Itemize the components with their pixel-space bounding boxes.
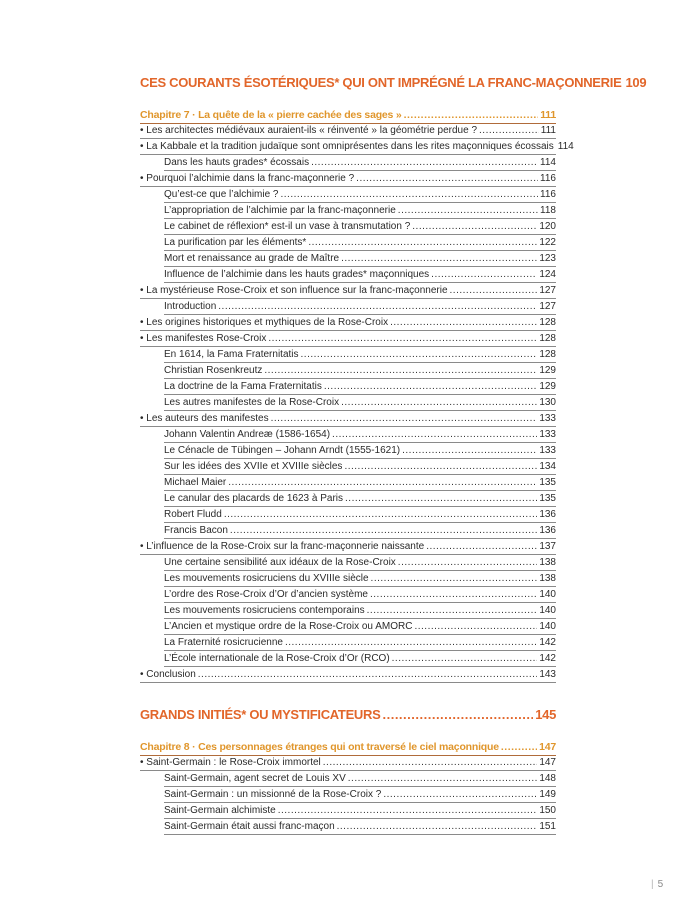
toc-subentry[interactable] [164,556,556,571]
page-number: 148 [539,773,556,784]
entry-title: Pourquoi l’alchimie dans la franc-maçonnerie ? [146,173,355,184]
entry-title: Les origines historiques et mythiques de la Rose-Croix [146,317,389,328]
page-number: 111 [540,109,556,121]
entry-title: Christian Rosenkreutz [164,365,263,376]
leader-dots [324,380,537,394]
leader-dots [412,220,537,234]
toc-subentry[interactable] [164,204,556,219]
page-number: 114 [557,141,574,152]
toc-subentry[interactable] [164,236,556,251]
page-number: 136 [539,509,556,520]
toc-subentry[interactable] [164,492,556,507]
chapter-name: Ces personnages étranges qui ont traversé le ciel maçonnique [198,741,499,753]
page-number: 130 [539,397,556,408]
page-number: 114 [540,157,556,168]
chapter-heading[interactable] [140,107,556,124]
entry-title: Les auteurs des manifestes [146,413,269,424]
page-number: 140 [539,605,556,616]
toc-entry[interactable]: • La Kabbale et la tradition judaïque sont omniprésentes dans les rites maçonniques écossais 114 [140,140,556,155]
page-number: 133 [539,429,556,440]
toc-subentry[interactable] [164,444,556,459]
leader-dots [398,204,538,218]
entry-title: La Kabbale et la tradition judaïque sont omniprésentes dans les rites maçonniques écossais [146,141,554,152]
folio-number: 5 [657,879,664,890]
page-number: 127 [539,285,556,296]
entry-title: L’appropriation de l’alchimie par la franc-maçonnerie [164,205,396,216]
page-number: 143 [539,669,556,680]
leader-dots [337,820,538,834]
toc-subentry[interactable] [164,156,556,171]
leader-dots [218,300,537,314]
entry-title: Robert Fludd [164,509,222,520]
entry-title: Francis Bacon [164,525,228,536]
leader-dots [398,556,538,570]
page-number: 135 [539,493,556,504]
chapter-title: Chapitre 7 · La quête de la « pierre cachée des sages » [140,109,402,121]
leader-dots [281,188,539,202]
entry-title: Conclusion [146,669,196,680]
toc-subentry[interactable] [164,188,556,203]
entry-title: Qu’est-ce que l’alchimie ? [164,189,279,200]
leader-dots [230,524,537,538]
page-number: 128 [539,333,556,344]
toc-entry[interactable]: • Les auteurs des manifestes ..... 133 [140,412,556,427]
page-number: 128 [539,349,556,360]
entry-title: Le canular des placards de 1623 à Paris [164,493,344,504]
chapter-label: Chapitre 7 [140,109,190,121]
page-number: 140 [539,589,556,600]
leader-dots [402,444,537,458]
chapter-label: Chapitre 8 [140,741,190,753]
entry-title: Johann Valentin Andreæ (1586-1654) [164,429,331,440]
page-number: 116 [540,173,556,184]
entry-title: L’École internationale de la Rose-Croix d’Or (RCO) [164,653,390,664]
section-heading[interactable] [140,74,647,92]
toc-subentry[interactable] [164,508,556,523]
page-number: 140 [539,621,556,632]
toc-subentry[interactable] [164,220,556,235]
page-number: 133 [539,445,556,456]
page-number: 147 [539,741,556,753]
toc-subentry[interactable] [164,524,556,539]
section-title: CES COURANTS ÉSOTÉRIQUES* QUI ONT IMPRÉGNÉ LA FRANC-MAÇONNERIE [140,75,622,90]
toc-subentry[interactable] [164,620,556,635]
leader-dots [431,268,537,282]
toc-entry[interactable]: • Les architectes médiévaux auraient-ils « réinventé » la géométrie perdue ? ..... 111 [140,124,556,139]
entry-title: L’ordre des Rose-Croix d’Or d’ancien système [164,589,368,600]
toc-entry[interactable]: • Saint-Germain : le Rose-Croix immortel ..... 147 [140,756,556,771]
leader-dots [390,316,537,330]
leader-dots [367,604,538,618]
entry-title: La doctrine de la Fama Fraternitatis [164,381,322,392]
page-number: 128 [539,317,556,328]
toc-subentry[interactable] [164,300,556,315]
page-number: 129 [539,381,556,392]
leader-dots [344,460,537,474]
page-number: 151 [539,821,556,832]
page-folio [651,879,663,890]
leader-dots [228,476,537,490]
leader-dots [285,636,537,650]
toc-subentry[interactable] [164,268,556,283]
page-number: 147 [539,757,556,768]
toc-entry[interactable]: • Conclusion ..... 143 [140,668,556,683]
leader-dots [224,508,538,522]
page-number: 142 [539,637,556,648]
entry-title: Mort et renaissance au grade de Maître [164,253,340,264]
toc-subentry[interactable] [164,348,556,363]
toc-subentry[interactable] [164,572,556,587]
leader-dots [382,706,533,724]
toc-subentry[interactable] [164,428,556,443]
page-number: 134 [539,461,556,472]
page-number: 123 [539,253,556,264]
entry-title: Les architectes médiévaux auraient-ils « réinventé » la géométrie perdue ? [146,125,478,136]
section-heading[interactable] [140,706,556,724]
page-number: 145 [535,707,556,722]
leader-dots [392,652,538,666]
leader-dots [198,668,538,682]
entry-title: Saint-Germain, agent secret de Louis XV [164,773,346,784]
section-title: GRANDS INITIÉS* OU MYSTIFICATEURS [140,707,381,722]
page-number: 138 [539,573,556,584]
leader-dots [323,756,538,770]
leader-dots [271,412,538,426]
entry-title: Les manifestes Rose-Croix [146,333,267,344]
leader-dots [501,739,537,755]
chapter-heading[interactable] [140,739,556,756]
page-number: 120 [539,221,556,232]
entry-title: Les autres manifestes de la Rose-Croix [164,397,340,408]
leader-dots [383,788,537,802]
entry-title: Introduction [164,301,217,312]
toc-subentry[interactable] [164,380,556,395]
page-number: 127 [539,301,556,312]
entry-title: Saint-Germain : le Rose-Croix immortel [146,757,321,768]
page-number: 133 [539,413,556,424]
leader-dots [308,236,537,250]
entry-title: Saint-Germain était aussi franc-maçon [164,821,335,832]
page-number: 129 [539,365,556,376]
entry-title: Dans les hauts grades* écossais [164,157,310,168]
toc-subentry[interactable] [164,636,556,651]
page-number: 149 [539,789,556,800]
leader-dots [450,284,538,298]
toc-subentry[interactable] [164,252,556,267]
page-number: 118 [540,205,556,216]
page-number: 150 [539,805,556,816]
page-number: 111 [540,125,556,136]
leader-dots [311,156,538,170]
entry-title: Le cabinet de réflexion* est-il un vase à transmutation ? [164,221,411,232]
entry-title: La Fraternité rosicrucienne [164,637,283,648]
entry-title: L’Ancien et mystique ordre de la Rose-Croix ou AMORC [164,621,413,632]
entry-title: En 1614, la Fama Fraternitatis [164,349,299,360]
toc-subentry[interactable] [164,804,556,819]
page-number: 135 [539,477,556,488]
entry-title: Sur les idées des XVIIe et XVIIIe siècles [164,461,343,472]
toc-subentry[interactable] [164,788,556,803]
entry-title: Saint-Germain : un missionné de la Rose-Croix ? [164,789,382,800]
toc-subentry[interactable] [164,820,556,835]
toc-entry[interactable]: • Les origines historiques et mythiques de la Rose-Croix ..... 128 [140,316,556,331]
leader-dots [332,428,537,442]
page-number: 109 [625,75,647,90]
leader-dots [414,620,537,634]
leader-dots [404,107,539,123]
chapter-title: Chapitre 8 · Ces personnages étranges qui ont traversé le ciel maçonnique [140,741,499,753]
leader-dots [356,172,538,186]
leader-dots [370,588,537,602]
page-number: 116 [540,189,556,200]
entry-title: La purification par les éléments* [164,237,307,248]
leader-dots [264,364,537,378]
toc-subentry[interactable] [164,476,556,491]
leader-dots [301,348,538,362]
leader-dots [371,572,538,586]
entry-title: Les mouvements rosicruciens du XVIIIe siècle [164,573,369,584]
leader-dots [479,124,539,138]
leader-dots [341,396,537,410]
page-number: 138 [539,557,556,568]
toc-subentry[interactable] [164,364,556,379]
toc-subentry[interactable] [164,588,556,603]
leader-dots [345,492,537,506]
leader-dots [268,332,537,346]
toc-subentry[interactable] [164,460,556,475]
entry-title: Le Cénacle de Tübingen – Johann Arndt (1555-1621) [164,445,401,456]
toc-entry[interactable]: • Les manifestes Rose-Croix ..... 128 [140,332,556,347]
toc-entry[interactable]: • Pourquoi l’alchimie dans la franc-maçonnerie ? ..... 116 [140,172,556,187]
entry-title: L’influence de la Rose-Croix sur la franc-maçonnerie naissante [146,541,425,552]
leader-dots [278,804,538,818]
page-number: 122 [539,237,556,248]
entry-title: Michael Maier [164,477,227,488]
chapter-name: La quête de la « pierre cachée des sages » [198,109,402,121]
page-number: 142 [539,653,556,664]
page-number: 137 [539,541,556,552]
toc-subentry[interactable] [164,652,556,667]
toc-entry[interactable]: • La mystérieuse Rose-Croix et son influence sur la franc-maçonnerie ..... 127 [140,284,556,299]
leader-dots [348,772,538,786]
leader-dots [426,540,537,554]
entry-title: Une certaine sensibilité aux idéaux de la Rose-Croix [164,557,396,568]
folio-separator: | [651,879,654,890]
page-number: 136 [539,525,556,536]
entry-title: Influence de l’alchimie dans les hauts grades* maçonniques [164,269,430,280]
page-number: 124 [539,269,556,280]
entry-title: La mystérieuse Rose-Croix et son influence sur la franc-maçonnerie [146,285,448,296]
entry-title: Saint-Germain alchimiste [164,805,276,816]
leader-dots [341,252,537,266]
toc-subentry[interactable] [164,396,556,411]
entry-title: Les mouvements rosicruciens contemporains [164,605,365,616]
toc-subentry[interactable] [164,604,556,619]
toc-subentry[interactable] [164,772,556,787]
toc-entry[interactable]: • L’influence de la Rose-Croix sur la franc-maçonnerie naissante ..... 137 [140,540,556,555]
